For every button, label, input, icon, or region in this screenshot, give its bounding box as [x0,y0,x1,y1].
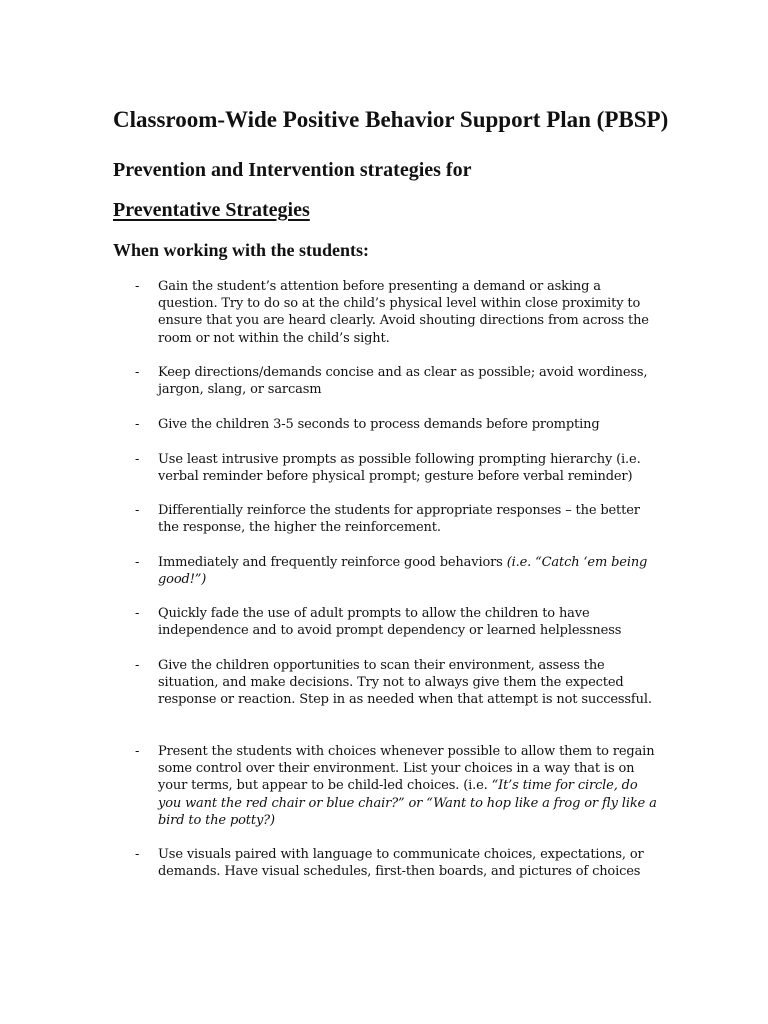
list-item-body: Present the students with choices whenever possible to allow them to regain some control over their environment. List your choices in a way that is on your terms, but appear to be child-led choices. (i.e. [158,744,655,794]
list-item-emphasis: “It’s time for circle, do you want the red chair or blue chair?” or “Want to hop like a frog or fly like a bird to the potty?) [158,778,657,828]
list-item-body: Use least intrusive prompts as possible following prompting hierarchy (i.e. verbal reminder before physical prompt; gesture before verbal reminder) [158,452,641,485]
bullet-dash: - [135,606,140,621]
list-item-body: Keep directions/demands concise and as clear as possible; avoid wordiness, jargon, slang, or sarcasm [158,365,648,398]
bullet-dash: - [135,658,140,673]
page-subtitle: Prevention and Intervention strategies for [113,159,472,181]
bullet-dash: - [135,503,140,518]
list-item-text [158,364,658,398]
list-item-text [158,278,658,347]
list-item-text [158,657,658,709]
list-item-body: Give the children 3-5 seconds to process demands before prompting [158,417,600,432]
list-item-text [158,846,658,880]
bullet-dash: - [135,417,140,432]
page-title: Classroom-Wide Positive Behavior Support Plan (PBSP) [113,107,669,132]
bullet-dash: - [135,452,140,467]
list-item-text [158,416,658,433]
list-item-text [158,743,658,829]
list-item-body: Use visuals paired with language to communicate choices, expectations, or demands. Have visual schedules, first-then boards, and pictures of choices [158,847,644,880]
list-item-body: Immediately and frequently reinforce good behaviors [158,555,507,570]
bullet-dash: - [135,279,140,294]
bullet-dash: - [135,847,140,862]
bullet-dash: - [135,365,140,380]
list-item-body: Differentially reinforce the students for appropriate responses – the better the response, the higher the reinforcement. [158,503,640,536]
section-heading: Preventative Strategies [113,199,310,221]
list-item-body: Give the children opportunities to scan their environment, assess the situation, and make decisions. Try not to always give them the expected response or reaction. Step in as needed when that attempt is not successful. [158,658,652,708]
subheading: When working with the students: [113,240,370,260]
list-item-text [158,502,658,536]
list-item-body: Quickly fade the use of adult prompts to allow the children to have independence and to avoid prompt dependency or learned helplessness [158,606,622,639]
list-item-body: Gain the student’s attention before presenting a demand or asking a question. Try to do so at the child’s physical level within close proximity to ensure that you are heard clearly. Avoid shouting directions from across the room or not within the child’s sight. [158,279,649,346]
bullet-dash: - [135,744,140,759]
list-item-emphasis: (i.e. “Catch ‘em being good!”) [158,555,648,588]
bullet-dash: - [135,555,140,570]
list-item-text [158,605,658,639]
list-item-text [158,451,658,485]
list-item-text [158,554,658,588]
